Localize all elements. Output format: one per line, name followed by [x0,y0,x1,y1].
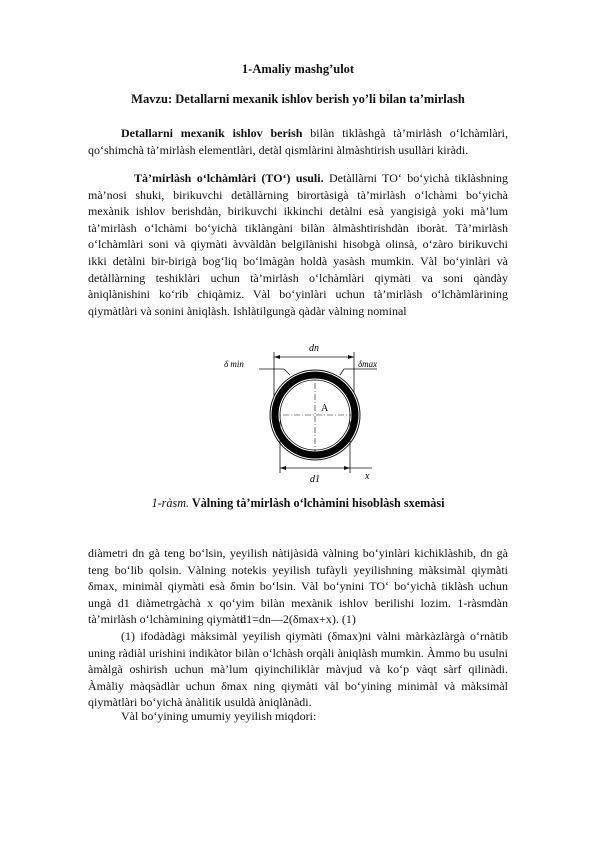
shaft-repair-figure [222,337,382,489]
dn-arrow-right [348,355,354,359]
caption-number: 1-ràsm. [151,496,190,510]
delta-max-label: δmax [358,359,378,369]
intro-bold-term: Detallarni mexanik ishlov berish [121,126,303,140]
center-label-a: A [321,403,329,414]
figure-caption [0,496,596,511]
document-title: 1-Amaliy mashg’ulot [241,62,355,76]
d1-arrow-right [344,466,350,470]
document-subtitle: Mavzu: Detallarni mexanik ishlov berish yo’li bilan ta’mirlash [131,92,465,106]
formula-1: d1=dn—2(δmax+x). (1) [240,612,356,626]
delta-min-pointer [284,369,290,375]
method-bold-term: Tà’mirlàsh o‘lchàmlàri (TO‘) usuli. [134,171,324,185]
paragraph-repair-size-method [88,170,508,319]
x-label: x [365,471,370,482]
intro-text: bilàn tiklàshgà tà’mirlàsh o‘lchàmlàri, qo‘shimchà tà’mirlàsh elementlàri, detàl qismlàrini àlmàshtirish usullàri kiràdi. [88,126,509,157]
paragraph-total-wear: Vàl bo‘yining umumiy yeyilish miqdori: [121,709,317,723]
d1-arrow-left [280,466,286,470]
caption-text: Vàlning tà’mirlàsh o‘lchàmini hisoblàsh sxemàsi [189,496,445,510]
paragraph-derivation: diàmetri dn gà teng bo‘lsin, yeyilish nàtijàsidà vàlning bo‘yinlàri kichiklàshib, dn gà teng bo‘lib qolsin. Vàlning notekis yeyilish tufàyli yeyilishning màksimàl qiymàti δmax, minimàl qiymàti esà δmin bo‘lsin. Vàl bo‘ynini TO‘ bo‘yichà tiklàsh uchun ungà d1 diàmetrgàchà x qo‘yim bilàn mexànik ishlov berilishi lozim. 1-ràsmdàn tà’mirlàsh o‘lchàmining qiymàti: [88,546,508,627]
dn-label: dn [309,343,319,354]
method-text: Detàllàrni TO‘ bo‘yichà tiklàshning mà’nosi shuki, birikuvchi detàllàrning birortàsigà tà’mirlàsh o‘lchàmi bo‘yichà mexànik ishlov berishdàn, birikuvchi ikkinchi detàlni esà yangisigà yoki mà’lum tà’mirlàsh o‘lchàmi bo‘yichà tiklàngàni bilàn àlmàshtirishdàn iboràt. Tà’mirlàsh o‘lchàmlàri soni và qiymàti àvvàldàn belgilànishi hisobgà olinsà, o‘zàro birikuvchi ikki detàlni bir-birigà bog‘liq bo‘lmàgàn holdà yasàsh mumkin. Vàl bo‘yinlàri và detàllàrning teshiklàri uchun tà’mirlàsh o‘lchàmlàri qiymàti va soni qàndày àniqlànishini ko‘rib chiqàmiz. Vàl bo‘yinlàri uchun tà’mirlàsh o‘lchàmlàrining qiymàtlàri và sonini àniqlàsh. Ishlàtilgungà qàdàr vàlning nominal [88,171,508,318]
d1-label: d1 [310,474,320,485]
paragraph-max-wear: (1) ifodàdàgi màksimàl yeyilish qiymàti (δmax)ni vàlni màrkàzlàrgà o‘rnàtib uning ràdiàl urishini indikàtor bilàn o‘lchàsh orqàli àniqlàsh mumkin. Àmmo bu usulni àmàlgà oshirish uchun mà’lum qiyinchiliklàr màvjud và ko‘p vàqt sàrf qilinàdi. Àmàliy màqsàdlàr uchun δmax ning qiymàti vàl bo‘yining minimàl và màksimàl qiymàtlàri bo‘yichà ànàlitik usuldà àniqlànàdi. [88,629,508,710]
dn-arrow-left [274,355,280,359]
delta-min-label: δ min [224,359,244,369]
delta-max-pointer [340,369,344,375]
paragraph-intro [88,125,508,158]
